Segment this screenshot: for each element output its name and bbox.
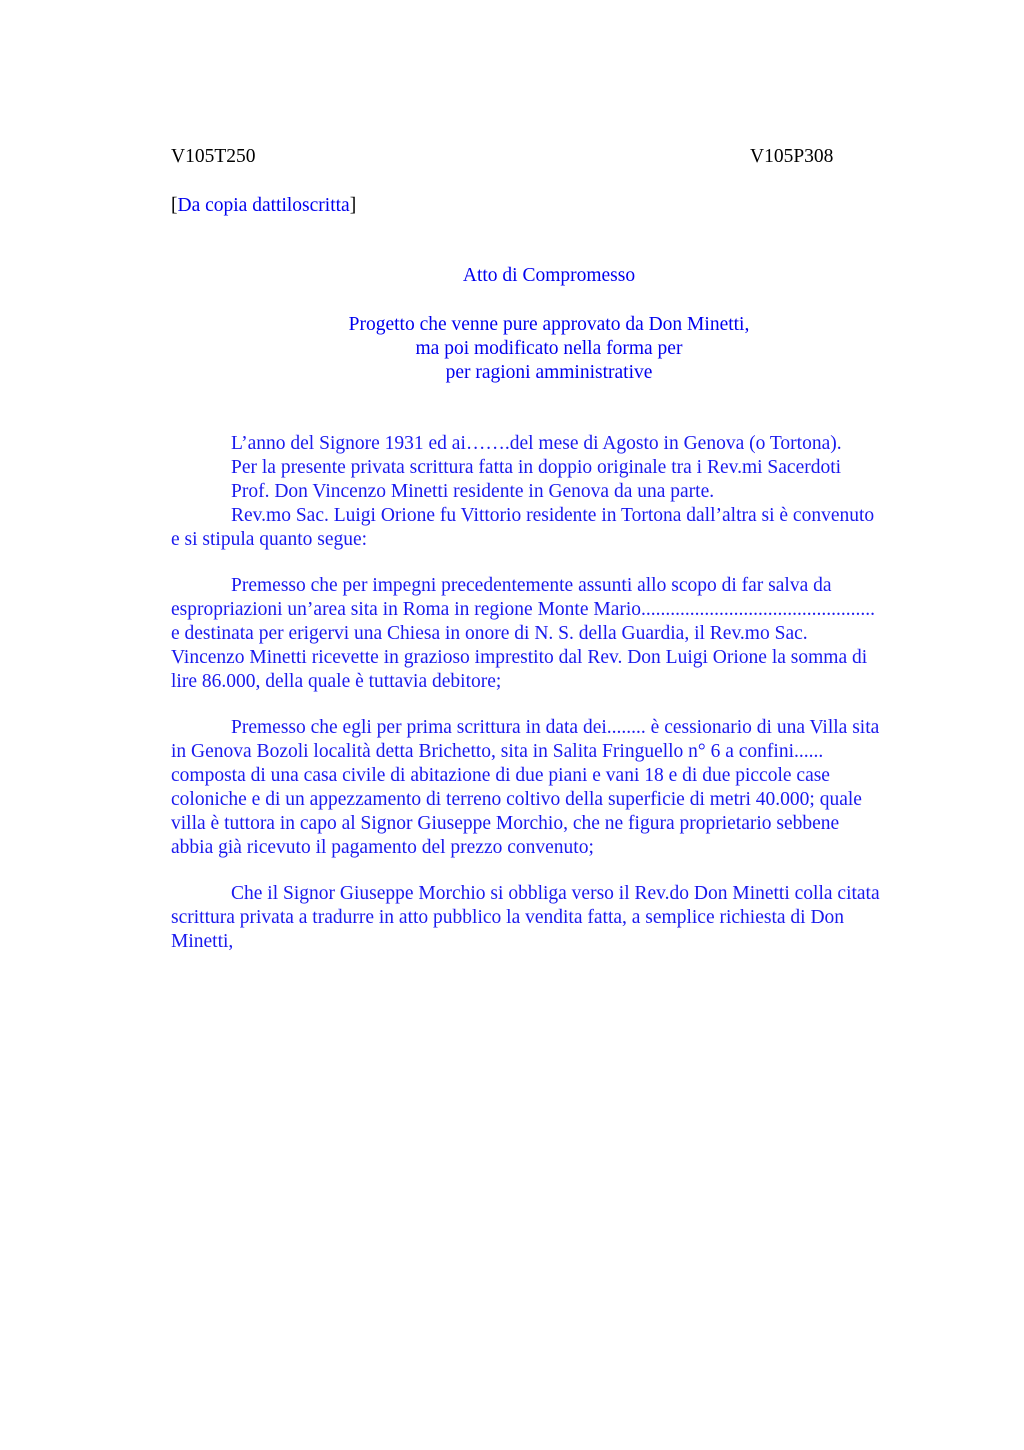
paragraph-line: Per la presente privata scrittura fatta in doppio originale tra i Rev.mi Sacerdoti: [231, 457, 842, 478]
subtitle-line: Progetto che venne pure approvato da Don Minetti,: [348, 314, 750, 335]
paragraph-line: Premesso che per impegni precedentemente assunti allo scopo di far salva da: [231, 575, 832, 596]
paragraph-line: coloniche e di un appezzamento di terreno coltivo della superficie di metri 40.000; quale: [171, 789, 862, 810]
source-note-close-bracket: ]: [349, 195, 357, 216]
paragraph-line: e destinata per erigervi una Chiesa in onore di N. S. della Guardia, il Rev.mo Sac.: [171, 623, 808, 644]
paragraph-3: [171, 716, 931, 860]
paragraph-line: Prof. Don Vincenzo Minetti residente in Genova da una parte.: [231, 481, 715, 502]
paragraph-1: [171, 432, 931, 552]
paragraph-line: Minetti,: [171, 931, 234, 952]
paragraph-line: abbia già ricevuto il pagamento del prezzo convenuto;: [171, 837, 594, 858]
paragraph-line: Che il Signor Giuseppe Morchio si obbliga verso il Rev.do Don Minetti colla citata: [231, 883, 880, 904]
document-title: Atto di Compromesso: [462, 265, 636, 286]
source-note: [171, 195, 356, 217]
header-right-code: V105P308: [750, 146, 834, 167]
paragraph-4: [171, 882, 931, 954]
header-left-code: V105T250: [171, 146, 256, 167]
paragraph-line: L’anno del Signore 1931 ed ai…….del mese di Agosto in Genova (o Tortona).: [231, 433, 842, 454]
paragraph-line: e si stipula quanto segue:: [171, 529, 368, 550]
paragraph-line: espropriazioni un’area sita in Roma in regione Monte Mario................................................: [171, 599, 876, 620]
source-note-text: Da copia dattiloscritta: [177, 195, 350, 216]
source-note-open-bracket: [: [171, 195, 178, 216]
paragraph-line: in Genova Bozoli località detta Brichetto, sita in Salita Fringuello n° 6 a confini......: [171, 741, 824, 762]
paragraph-line: scrittura privata a tradurre in atto pubblico la vendita fatta, a semplice richiesta di Don: [171, 907, 845, 928]
paragraph-line: Vincenzo Minetti ricevette in grazioso imprestito dal Rev. Don Luigi Orione la somma di: [171, 647, 868, 668]
paragraph-line: villa è tuttora in capo al Signor Giuseppe Morchio, che ne figura proprietario sebbene: [171, 813, 840, 834]
paragraph-line: Premesso che egli per prima scrittura in data dei........ è cessionario di una Villa sita: [231, 717, 880, 738]
subtitle-line: ma poi modificato nella forma per: [415, 338, 683, 359]
subtitle-line: per ragioni amministrative: [445, 362, 653, 383]
document-subtitle: [171, 313, 927, 385]
paragraph-line: composta di una casa civile di abitazione di due piani e vani 18 e di due piccole case: [171, 765, 830, 786]
paragraph-line: lire 86.000, della quale è tuttavia debitore;: [171, 671, 502, 692]
paragraph-2: [171, 574, 931, 694]
paragraph-line: Rev.mo Sac. Luigi Orione fu Vittorio residente in Tortona dall’altra si è convenuto: [231, 505, 875, 526]
